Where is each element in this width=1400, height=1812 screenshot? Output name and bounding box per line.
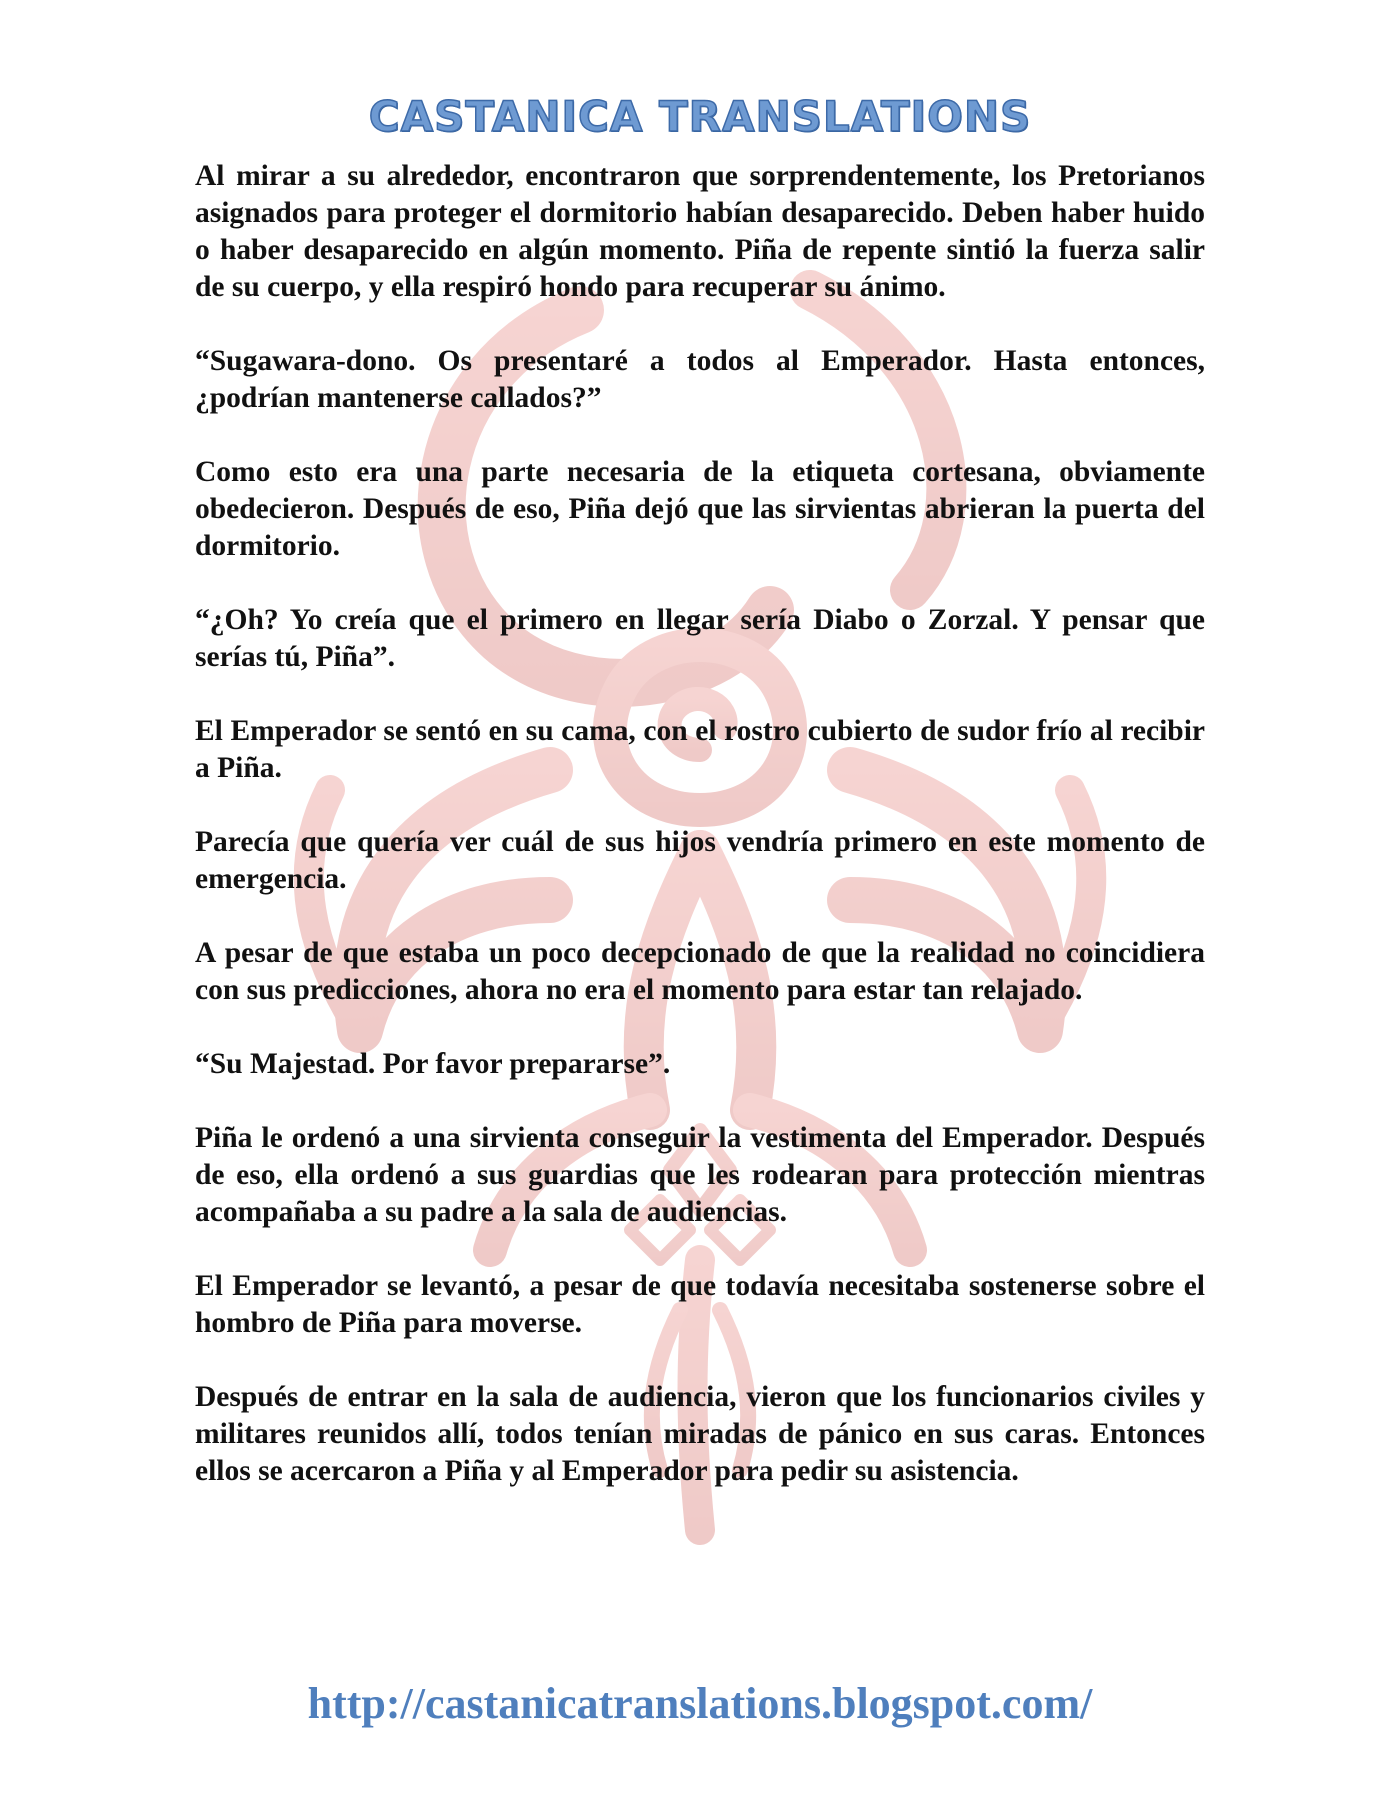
paragraph: Piña le ordenó a una sirvienta conseguir la vestimenta del Emperador. Después de eso, ella ordenó a sus guardias que les rodearan para protección mientras acompañaba a su padre a la sala de audiencias. — [195, 1122, 1205, 1228]
paragraph: “Sugawara-dono. Os presentaré a todos al Emperador. Hasta entonces, ¿podrían mantenerse callados?” — [195, 345, 1205, 414]
blog-url-link[interactable]: http://castanicatranslations.blogspot.com/ — [307, 1679, 1093, 1728]
paragraph: A pesar de que estaba un poco decepcionado de que la realidad no coincidiera con sus predicciones, ahora no era el momento para estar tan relajado. — [195, 937, 1205, 1006]
paragraph: “¿Oh? Yo creía que el primero en llegar sería Diabo o Zorzal. Y pensar que serías tú, Piña”. — [195, 604, 1205, 673]
paragraph: El Emperador se levantó, a pesar de que todavía necesitaba sostenerse sobre el hombro de Piña para moverse. — [195, 1270, 1205, 1339]
paragraph: “Su Majestad. Por favor prepararse”. — [195, 1048, 671, 1080]
site-title: CASTANICA TRANSLATIONS — [368, 92, 1032, 141]
paragraph: El Emperador se sentó en su cama, con el rostro cubierto de sudor frío al recibir a Piña. — [195, 715, 1205, 784]
paragraph: Como esto era una parte necesaria de la etiqueta cortesana, obviamente obedecieron. Después de eso, Piña dejó que las sirvientas abrieran la puerta del dormitorio. — [195, 456, 1205, 562]
paragraph: Parecía que quería ver cuál de sus hijos vendría primero en este momento de emergencia. — [195, 826, 1205, 895]
paragraph: Al mirar a su alrededor, encontraron que sorprendentemente, los Pretorianos asignados para proteger el dormitorio habían desaparecido. Deben haber huido o haber desaparecido en algún momento. Piña de repente sintió la fuerza salir de su cuerpo, y ella respiró hondo para recuperar su ánimo. — [195, 160, 1205, 303]
chapter-body — [195, 158, 1205, 1527]
paragraph: Después de entrar en la sala de audiencia, vieron que los funcionarios civiles y militares reunidos allí, todos tenían miradas de pánico en sus caras. Entonces ellos se acercaron a Piña y al Emperador para pedir su asistencia. — [195, 1381, 1205, 1487]
